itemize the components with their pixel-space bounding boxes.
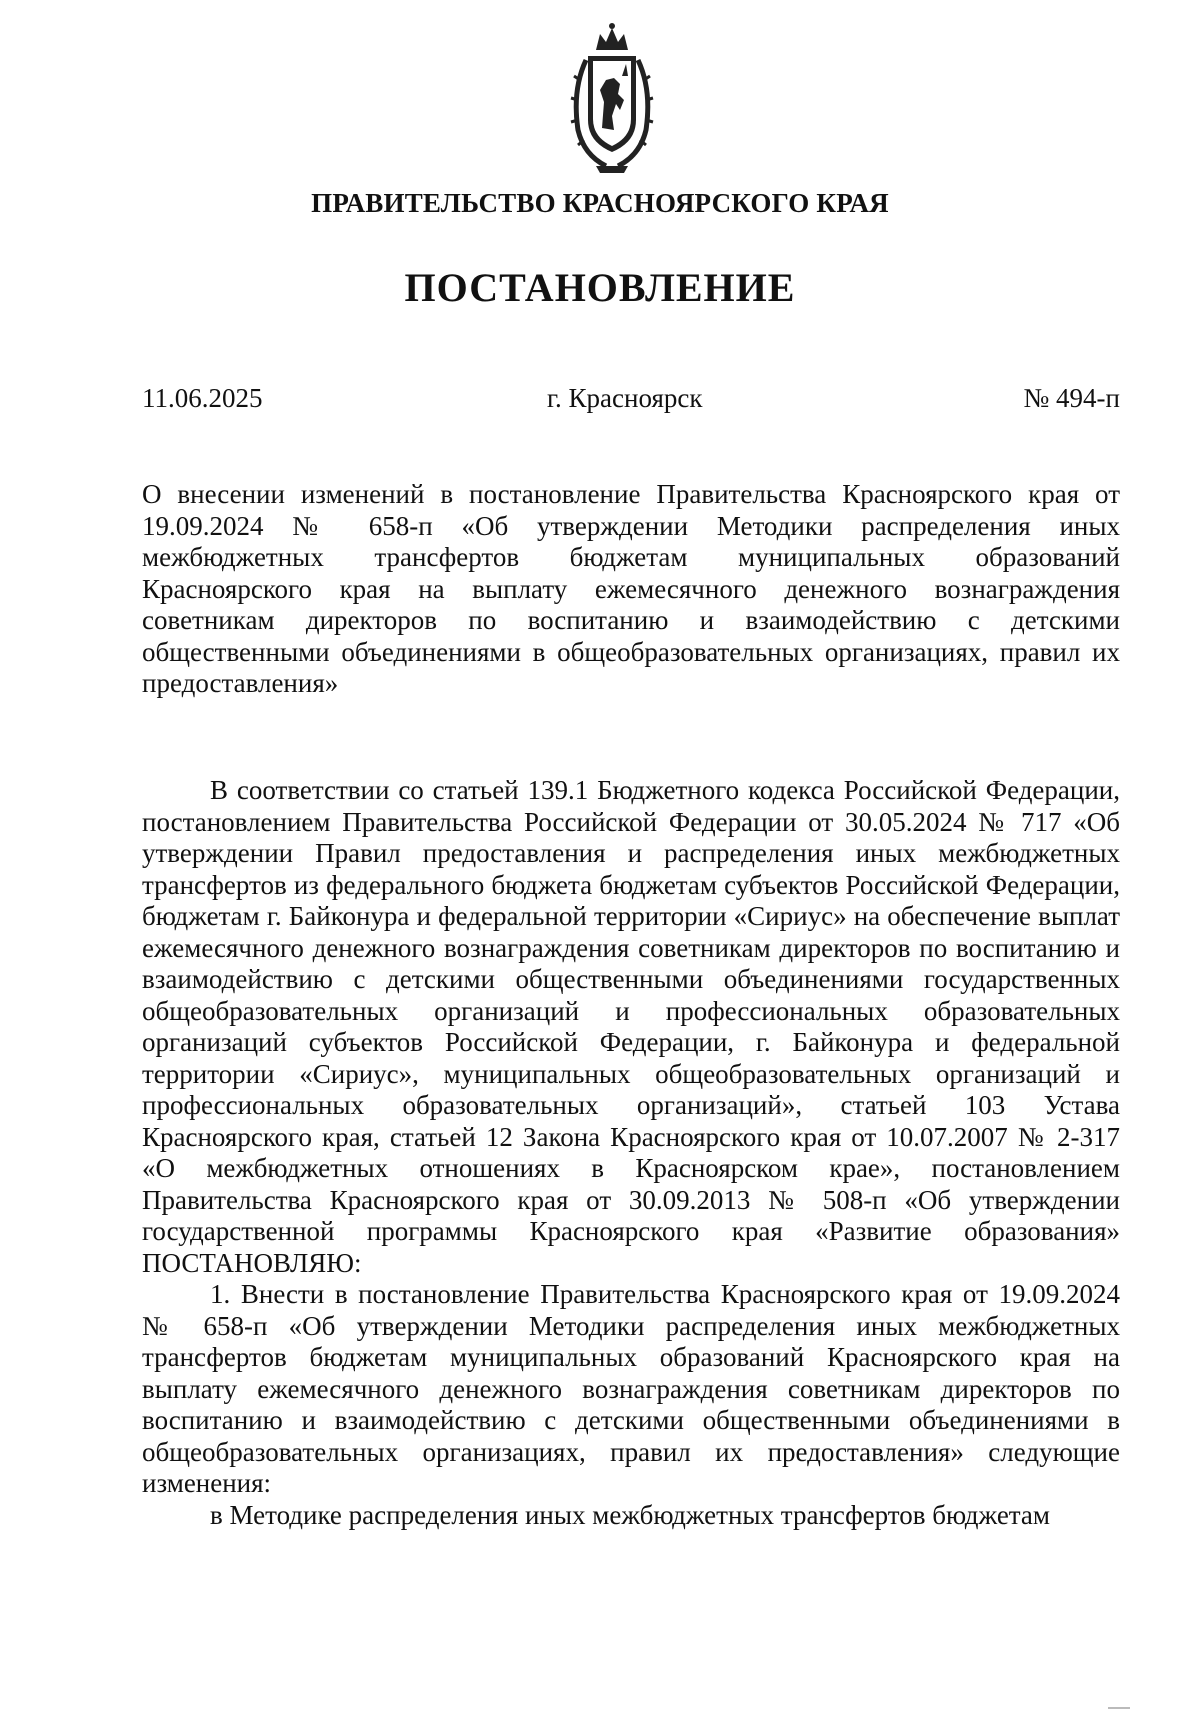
preamble-paragraph: В соответствии со статьей 139.1 Бюджетного кодекса Российской Федерации, постановлением Правительства Российской Федерации от 30.05.2024 № 717 «Об утверждении Правил предоставления и распределения иных межбюджетных трансфертов из федерального бюджета бюджетам субъектов Российской Федерации, бюджетам г. Байконура и федеральной территории «Сириус» на обеспечение выплат ежемесячного денежного вознаграждения советникам директоров по воспитанию и взаимодействию с детскими общественными объединениями государственных общеобразовательных организаций и профессиональных образовательных организаций субъектов Российской Федерации, г. Байконура и федеральной территории «Сириус», муниципальных общеобразовательных организаций и профессиональных образовательных организаций», статьей 103 Устава Красноярского края, статьей 12 Закона Красноярского края от 10.07.2007 № 2-317 «О межбюджетных отношениях в Красноярском крае», постановлением Правительства Красноярского края от 30.09.2013 № 508-п «Об утверждении государственной программы Красноярского края «Развитие образования» ПОСТАНОВЛЯЮ: — [142, 775, 1120, 1278]
item-1-paragraph: 1. Внести в постановление Правительства Красноярского края от 19.09.2024 № 658-п «Об утверждении Методики распределения иных межбюджетных трансфертов бюджетам муниципальных образований Красноярского края на выплату ежемесячного денежного вознаграждения советникам директоров по воспитанию и взаимодействию с детскими общественными объединениями в общеобразовательных организациях, правил их предоставления» следующие изменения: — [142, 1279, 1120, 1498]
coat-of-arms-icon — [566, 20, 658, 175]
government-title: ПРАВИТЕЛЬСТВО КРАСНОЯРСКОГО КРАЯ — [311, 188, 889, 218]
document-city: г. Красноярск — [547, 383, 703, 413]
document-body — [142, 775, 1120, 1531]
page-edge-mark — [1108, 1707, 1130, 1709]
document-type-title: ПОСТАНОВЛЕНИЕ — [404, 265, 796, 310]
item-1-subparagraph: в Методике распределения иных межбюджетных трансфертов бюджетам — [210, 1499, 1051, 1530]
document-number: № 494-п — [1023, 383, 1120, 413]
document-subject: О внесении изменений в постановление Правительства Красноярского края от 19.09.2024 № 658-п «Об утверждении Методики распределения иных межбюджетных трансфертов бюджетам муниципальных образований Красноярского края на выплату ежемесячного денежного вознаграждения советникам директоров по воспитанию и взаимодействию с детскими общественными объединениями в общеобразовательных организациях, правил их предоставления» — [142, 479, 1120, 698]
document-date: 11.06.2025 — [142, 383, 263, 413]
